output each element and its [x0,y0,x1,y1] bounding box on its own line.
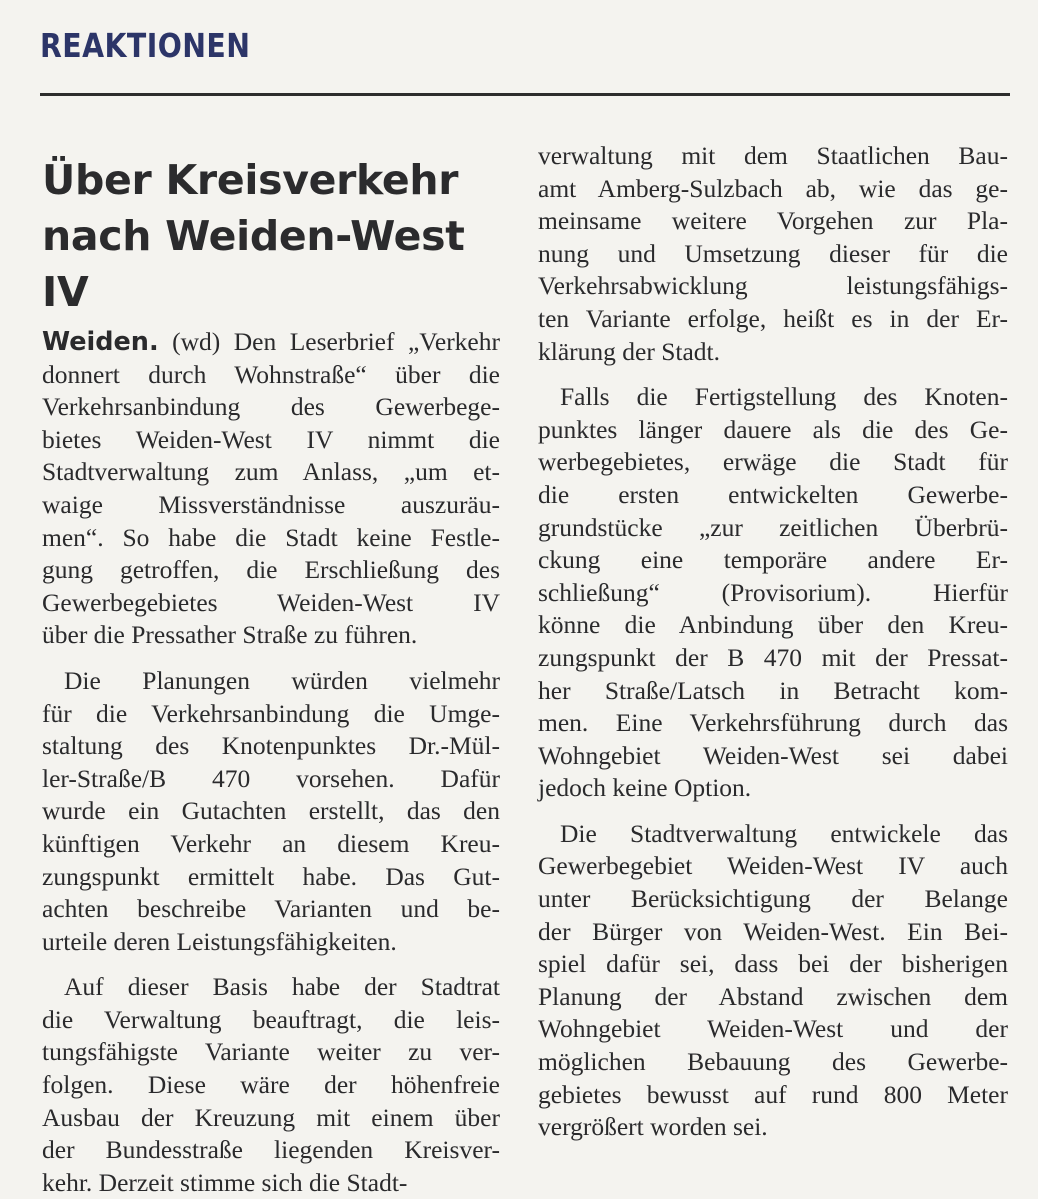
text-line: jedoch keine Option. [538,773,752,803]
text-line: waige Missverständnisse auszuräu- [42,489,500,519]
paragraph [42,665,500,958]
text-line: Auf dieser Basis habe der Stadtrat [64,972,500,1002]
text-line: für die Verkehrsanbindung die Umge- [42,698,500,728]
text-line: unter Berücksichtigung der Belange [538,884,1008,914]
text-line: über die Pressather Straße zu führen. [42,620,418,650]
text-line: Verkehrsanbindung des Gewerbege- [42,392,500,422]
text-line: punktes länger dauere als die des Ge- [538,414,1008,444]
text-line: amt Amberg-Sulzbach ab, wie das ge- [538,173,1008,203]
paragraph-gap [42,958,500,971]
paragraph [42,971,500,1199]
text-line: der Bürger von Weiden-West. Ein Bei- [538,916,1008,946]
text-line: Wohngebiet Weiden-West und der [538,1014,1008,1044]
text-line: Stadtverwaltung zum Anlass, „um et- [42,457,500,487]
right-column [538,140,1008,1144]
text-line: Planung der Abstand zwischen dem [538,981,1008,1011]
text-line: wurde ein Gutachten erstellt, das den [42,796,500,826]
headline-line: nach Weiden-West IV [42,212,465,316]
text-line: künftigen Verkehr an diesem Kreu- [42,828,500,858]
text-line: Die Planungen würden vielmehr [64,665,500,695]
text-line: schließung“ (Provisorium). Hierfür [538,577,1008,607]
right-column-body [538,140,1008,1144]
text-line: zungspunkt ermittelt habe. Das Gut- [42,861,500,891]
text-line: vergrößert worden sei. [538,1112,768,1142]
text-line: ten Variante erfolge, heißt es in der Er- [538,303,1008,333]
text-line: grundstücke „zur zeitlichen Überbrü- [538,512,1008,542]
text-line: die Verwaltung beauftragt, die leis- [42,1004,500,1034]
text-line: meinsame weitere Vorgehen zur Pla- [538,206,1008,236]
text-line: Gewerbegebiet Weiden-West IV auch [538,851,1008,881]
text-line: klärung der Stadt. [538,336,720,366]
text-line: ler-Straße/B 470 vorsehen. Dafür [42,763,500,793]
paragraph [42,326,500,652]
text-line: der Bundesstraße liegenden Kreisver- [42,1135,500,1165]
text-line: verwaltung mit dem Staatlichen Bau- [538,141,1008,170]
text-line: tungsfähigste Variante weiter zu ver- [42,1037,500,1067]
text-line: Die Stadtverwaltung entwickele das [560,818,1008,848]
text-line: urteile deren Leistungsfähigkeiten. [42,926,397,956]
text-line: gung getroffen, die Erschließung des [42,555,500,585]
text-line: nung und Umsetzung dieser für die [538,238,1008,268]
text-line: gebietes bewusst auf rund 800 Meter [538,1079,1008,1109]
text-line: Wohngebiet Weiden-West sei dabei [538,740,1008,770]
text-line: ckung eine temporäre andere Er- [538,545,1008,575]
text-line: Ausbau der Kreuzung mit einem über [42,1102,500,1132]
paragraph-gap [538,805,1008,818]
paragraph [538,381,1008,805]
text-line: Falls die Fertigstellung des Knoten- [560,382,1008,412]
text-line: staltung des Knotenpunktes Dr.-Mül- [42,731,500,761]
left-column-body [42,326,500,1199]
paragraph [538,140,1008,368]
left-column [42,152,500,1199]
text-line: Verkehrsabwicklung leistungsfähigs- [538,271,1008,301]
section-divider [40,93,1010,96]
paragraph [538,818,1008,1144]
paragraph-gap [538,368,1008,381]
dateline: Weiden. [42,327,159,357]
text-line: her Straße/Latsch in Betracht kom- [538,675,1008,705]
text-line: bietes Weiden-West IV nimmt die [42,424,500,454]
text-line: werbegebietes, erwäge die Stadt für [538,447,1008,477]
text-line: die ersten entwickelten Gewerbe- [538,479,1008,509]
text-line: möglichen Bebauung des Gewerbe- [538,1047,1008,1077]
section-label: REAKTIONEN [40,26,251,65]
text-fragment: (wd) Den Leserbrief „Verkehr [172,327,500,356]
article-headline [42,152,500,320]
text-line: donnert durch Wohnstraße“ über die [42,359,500,389]
paragraph-gap [42,652,500,665]
text-line: zungspunkt der B 470 mit der Pressat- [538,642,1008,672]
headline-line: Über Kreisverkehr [42,156,459,204]
text-line: men“. So habe die Stadt keine Festle- [42,522,500,552]
text-line: folgen. Diese wäre der höhenfreie [42,1070,500,1100]
text-line: achten beschreibe Varianten und be- [42,894,500,924]
text-line: könne die Anbindung über den Kreu- [538,610,1008,640]
text-line [42,326,500,359]
text-line: men. Eine Verkehrsführung durch das [538,708,1008,738]
text-line: spiel dafür sei, dass bei der bisherigen [538,949,1008,979]
text-line: Gewerbegebietes Weiden-West IV [42,587,500,617]
text-line: kehr. Derzeit stimme sich die Stadt- [42,1167,408,1197]
